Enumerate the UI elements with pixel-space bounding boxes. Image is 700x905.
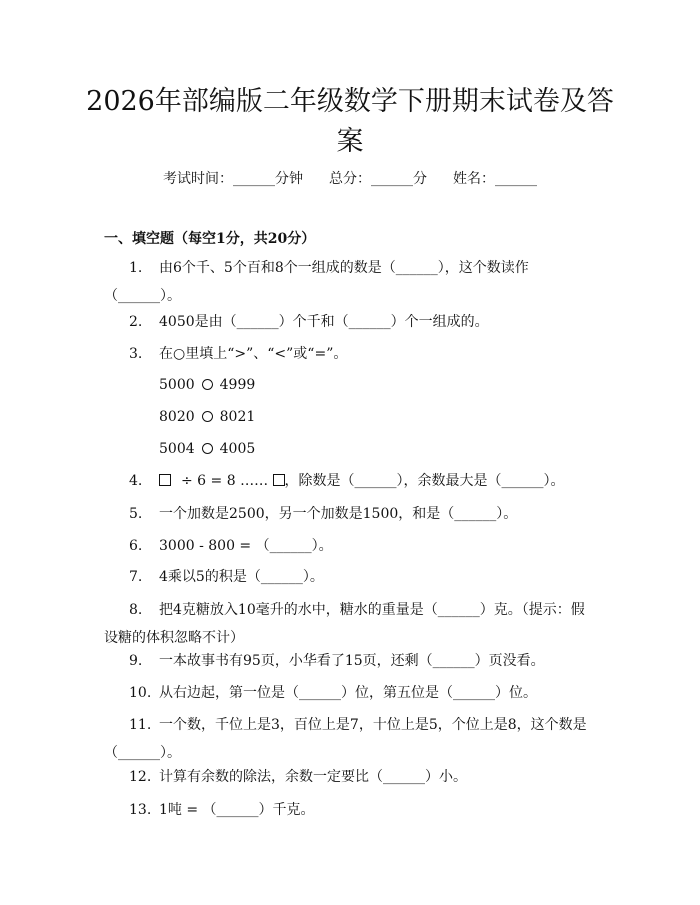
question-number: 13. <box>129 802 152 818</box>
title-line-1: 2026年部编版二年级数学下册期末试卷及答 <box>86 86 614 117</box>
question-text: 1吨 = （______）千克。 <box>159 802 315 818</box>
blank-circle-icon <box>202 379 213 390</box>
question-text-continued: 设糖的体积忽略不计） <box>104 630 244 646</box>
question-1 <box>104 254 584 310</box>
question-6 <box>104 532 584 560</box>
question-number: 10. <box>129 685 152 701</box>
question-number: 6. <box>129 538 143 554</box>
blank-circle-icon <box>202 443 213 454</box>
question-text: 把4克糖放入10毫升的水中，糖水的重量是（______）克。（提示：假 <box>159 602 585 618</box>
question-text: 4050是由（______）个千和（______）个一组成的。 <box>159 314 489 330</box>
compare-left: 5000 <box>159 377 195 393</box>
question-5 <box>104 500 584 528</box>
question-number: 2. <box>129 314 143 330</box>
question-13 <box>104 796 584 824</box>
question-text: 一个数，千位上是3，百位上是7，十位上是5，个位上是8，这个数是 <box>159 717 587 733</box>
question-number: 12. <box>129 769 152 785</box>
compare-item <box>159 407 255 427</box>
compare-left: 5004 <box>159 441 195 457</box>
question-number: 1. <box>129 260 143 276</box>
exam-time-field: 考试时间：______分钟 <box>163 171 303 187</box>
question-number: 11. <box>129 717 152 733</box>
compare-item <box>159 375 255 395</box>
question-text-tail: ，除数是（______），余数最大是（______）。 <box>284 473 565 489</box>
section-title-fill-blank: 一、填空题（每空1分，共20分） <box>104 231 316 247</box>
question-text: 3000 - 800 = （______）。 <box>159 538 333 554</box>
question-4 <box>104 467 584 495</box>
question-number: 8. <box>129 602 143 618</box>
compare-left: 8020 <box>159 409 195 425</box>
question-2 <box>104 308 584 336</box>
blank-circle-icon <box>202 411 213 422</box>
question-text-continued: （______）。 <box>104 288 181 304</box>
title-line-2: 案 <box>336 126 364 157</box>
compare-right: 8021 <box>219 409 256 425</box>
question-10 <box>104 679 584 707</box>
name-field: 姓名：______ <box>453 171 537 187</box>
question-text: 一本故事书有95页，小华看了15页，还剩（______）页没看。 <box>159 653 545 669</box>
question-11 <box>104 711 587 767</box>
question-number: 7. <box>129 569 143 585</box>
exam-meta <box>0 169 700 189</box>
division-expression: ÷ 6 = 8 …… <box>181 473 269 489</box>
compare-right: 4005 <box>219 441 256 457</box>
question-number: 5. <box>129 506 143 522</box>
question-text: 一个加数是2500，另一个加数是1500，和是（______）。 <box>159 506 518 522</box>
page-title <box>80 82 620 162</box>
question-text-continued: （______）。 <box>104 745 181 761</box>
question-number: 9. <box>129 653 143 669</box>
blank-box-icon <box>159 474 171 486</box>
total-score-field: 总分：______分 <box>329 171 427 187</box>
question-text: 由6个千、5个百和8个一组成的数是（______），这个数读作 <box>159 260 529 276</box>
question-number: 3. <box>129 346 143 362</box>
question-12 <box>104 763 584 791</box>
question-text: 计算有余数的除法，余数一定要比（______）小。 <box>159 769 467 785</box>
question-text: 4乘以5的积是（______）。 <box>159 569 324 585</box>
question-9 <box>104 647 584 675</box>
compare-right: 4999 <box>219 377 256 393</box>
compare-item <box>159 439 255 459</box>
question-7 <box>104 563 584 591</box>
question-number: 4. <box>129 473 143 489</box>
question-text: 从右边起，第一位是（______）位，第五位是（______）位。 <box>159 685 537 701</box>
question-3 <box>104 340 584 368</box>
question-8 <box>104 596 584 652</box>
question-text: 在○里填上“>”、“<”或“=”。 <box>159 346 348 362</box>
question-text <box>159 467 565 495</box>
blank-box-icon <box>273 474 285 486</box>
